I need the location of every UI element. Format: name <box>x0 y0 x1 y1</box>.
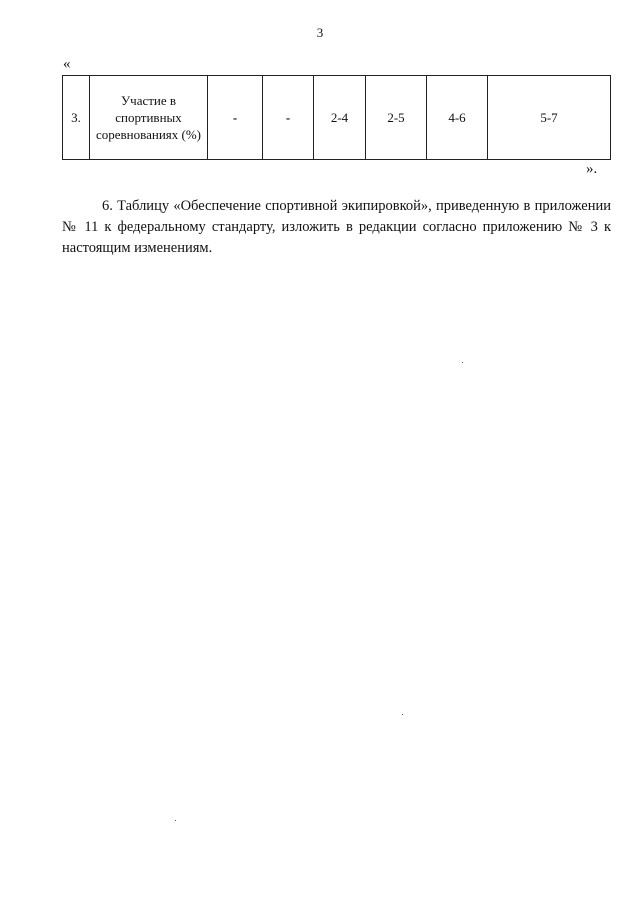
row-name-cell: Участие в спортивных соревнованиях (%) <box>90 76 208 160</box>
page-number: 3 <box>316 25 324 40</box>
value-cell-3: 2-4 <box>314 76 366 160</box>
amendment-paragraph: 6. Таблицу «Обеспечение спортивной экипировкой», приведенную в приложении № 11 к федеральному стандарту, изложить в редакции согласно приложению № 3 к настоящим изменениям. <box>62 197 611 256</box>
table-row <box>63 76 611 160</box>
value-cell-6: 5-7 <box>488 76 611 160</box>
value-cell-4: 2-5 <box>366 76 427 160</box>
opening-quote: « <box>63 56 71 72</box>
value-cell-1: - <box>208 76 263 160</box>
row-number-cell: 3. <box>63 76 90 160</box>
value-cell-5: 4-6 <box>427 76 488 160</box>
scan-speck <box>175 820 176 821</box>
scan-speck <box>402 714 403 715</box>
closing-quote: ». <box>586 161 598 177</box>
requirements-table <box>62 75 611 160</box>
value-cell-2: - <box>263 76 314 160</box>
scan-speck <box>462 362 463 363</box>
